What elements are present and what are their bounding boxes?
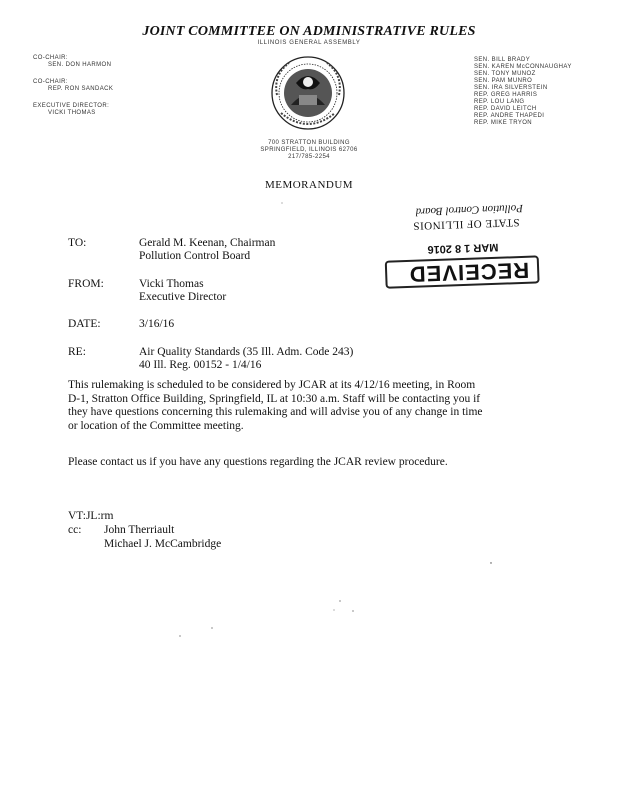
memorandum-heading: MEMORANDUM	[264, 179, 354, 191]
to-name: Gerald M. Keenan, Chairman	[139, 237, 276, 249]
member-name: REP. LOU LANG	[474, 99, 525, 105]
date-label: DATE:	[68, 318, 101, 330]
member-name: SEN. KAREN McCONNAUGHAY	[474, 64, 572, 70]
member-name: SEN. BILL BRADY	[474, 57, 531, 63]
stamp-received-word: RECEIVED	[408, 257, 530, 287]
committee-address	[220, 140, 398, 161]
received-stamp	[388, 188, 538, 288]
address-line: SPRINGFIELD, ILLINOIS 62706	[260, 147, 358, 153]
initials: VT:JL:rm	[68, 510, 114, 522]
stamp-board-line: Pollution Control Board	[415, 201, 524, 218]
re-subject: Air Quality Standards (35 Ill. Adm. Code 243)	[139, 346, 354, 358]
member-name: SEN. IRA SILVERSTEIN	[474, 85, 548, 91]
members-list	[474, 57, 572, 127]
address-phone: 217/785-2254	[288, 154, 330, 160]
re-register: 40 Ill. Reg. 00152 - 1/4/16	[139, 359, 262, 371]
general-assembly-subtitle: ILLINOIS GENERAL ASSEMBLY	[257, 40, 361, 46]
member-name: REP. DAVID LEITCH	[474, 106, 537, 112]
cc-recipient: Michael J. McCambridge	[104, 538, 222, 550]
re-label: RE:	[68, 346, 86, 358]
stamp-date: MAR 1 8 2016	[427, 240, 499, 256]
to-organization: Pollution Control Board	[139, 250, 251, 262]
state-seal-image	[269, 55, 347, 131]
co-chair-2-role: CO-CHAIR:	[33, 79, 68, 85]
committee-title: JOINT COMMITTEE ON ADMINISTRATIVE RULES	[142, 24, 476, 39]
from-label: FROM:	[68, 278, 104, 290]
member-name: SEN. TONY MUNOZ	[474, 71, 536, 77]
to-label: TO:	[68, 237, 87, 249]
from-title: Executive Director	[139, 291, 227, 303]
executive-director-name: VICKI THOMAS	[48, 110, 96, 116]
co-chair-1-role: CO-CHAIR:	[33, 55, 68, 61]
cc-label: cc:	[68, 524, 82, 536]
member-name: REP. ANDRE THAPEDI	[474, 113, 545, 119]
memo-paragraph-2: Please contact us if you have any questions regarding the JCAR review procedure.	[68, 456, 448, 468]
member-name: REP. GREG HARRIS	[474, 92, 538, 98]
co-chair-1-name: SEN. DON HARMON	[48, 62, 112, 68]
memo-paragraph-1: This rulemaking is scheduled to be considered by JCAR at its 4/12/16 meeting, in Room D-1, Stratton Office Building, Springfield, IL at 10:30 a.m. Staff will be contacting you if they have questions concerning this rulemaking and will advise you of any change in time or location of the Committee meeting.	[68, 379, 483, 432]
stamp-state-line: STATE OF ILLINOIS	[412, 216, 520, 232]
executive-director-role: EXECUTIVE DIRECTOR:	[33, 103, 110, 109]
member-name: SEN. PAM MUNRO	[474, 78, 533, 84]
from-name: Vicki Thomas	[139, 278, 204, 290]
address-line: 700 STRATTON BUILDING	[268, 140, 350, 146]
co-chair-2-name: REP. RON SANDACK	[48, 86, 114, 92]
member-name: REP. MIKE TRYON	[474, 120, 533, 126]
date-value: 3/16/16	[139, 318, 175, 330]
cc-recipient: John Therriault	[104, 524, 175, 536]
